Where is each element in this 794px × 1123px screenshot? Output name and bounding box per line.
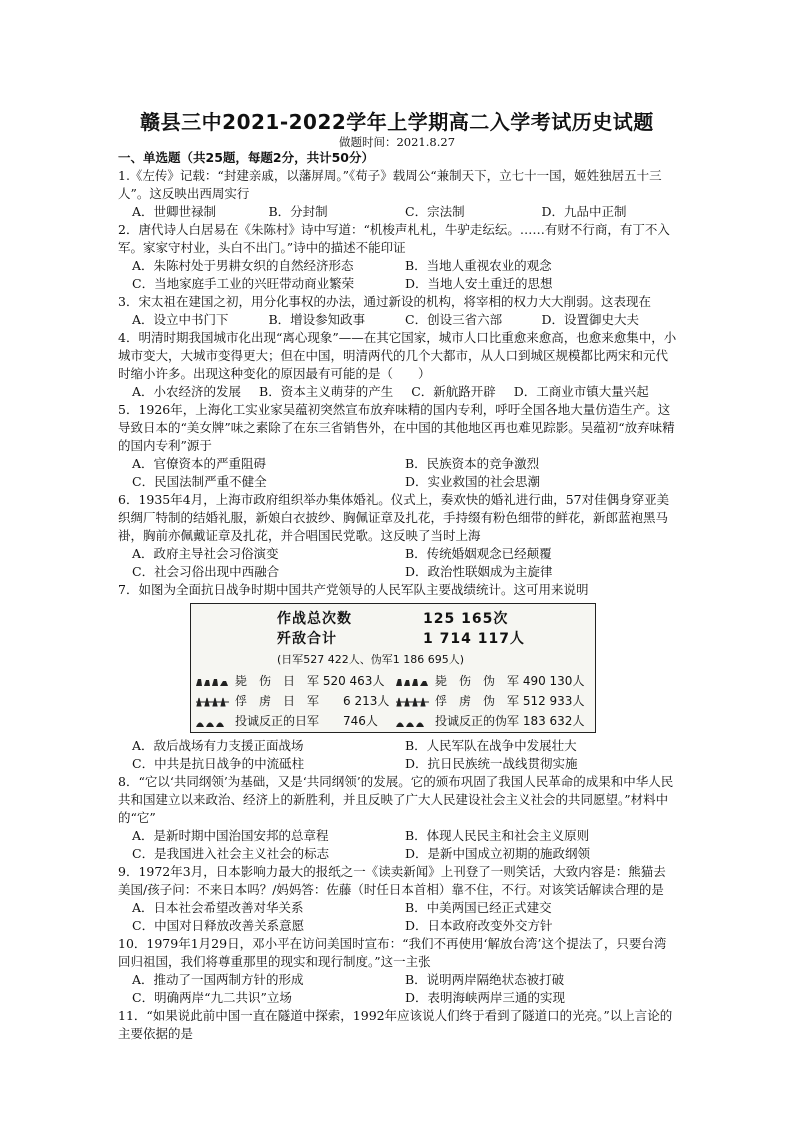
option-d: D．表明海峡两岸三通的实现 xyxy=(405,990,566,1005)
option-a: A．设立中书门下 xyxy=(132,312,229,327)
exam-date: 做题时间：2021.8.27 xyxy=(338,135,456,149)
question-list xyxy=(118,149,678,1043)
fig-breakdown: (日军527 422人、伪军1 186 695人) xyxy=(277,653,465,666)
option-d: D．抗日民族统一战线贯彻实施 xyxy=(405,756,578,771)
option-b: B．民族资本的竞争激烈 xyxy=(405,456,540,471)
fig-total-enemy-value: 1 714 117人 xyxy=(423,631,525,647)
option-d: D．工商业市镇大量兴起 xyxy=(513,384,649,399)
option-c: C．当地家庭手工业的兴旺带动商业繁荣 xyxy=(132,276,355,291)
option-c: C．中国对日释放改善关系意愿 xyxy=(132,918,305,933)
option-a: A．世卿世禄制 xyxy=(132,204,217,219)
option-b: B．当地人重视农业的观念 xyxy=(405,258,552,273)
question-8-options xyxy=(118,827,678,863)
option-d: D．是新中国成立初期的施政纲领 xyxy=(405,846,591,861)
soldiers-icon xyxy=(395,677,431,687)
fig-total-battles-value: 125 165次 xyxy=(423,611,509,627)
option-c: C．社会习俗出现中西融合 xyxy=(132,564,280,579)
question-10-options xyxy=(118,971,678,1007)
fig-total-battles-label: 作战总次数 xyxy=(277,611,352,627)
option-b: B．分封制 xyxy=(268,204,328,219)
option-b: B．增设参知政事 xyxy=(268,312,366,327)
option-a: A．小农经济的发展 xyxy=(132,384,242,399)
option-d: D．当地人安土重迁的思想 xyxy=(405,276,553,291)
battle-statistics-figure xyxy=(190,603,596,733)
question-4-options xyxy=(118,383,678,401)
option-a: A．敌后战场有力支援正面战场 xyxy=(132,738,304,753)
question-7: 7．如图为全面抗日战争时期中国共产党领导的人民军队主要战绩统计。这可用来说明 xyxy=(118,582,589,597)
option-d: D．政治性联姻成为主旋律 xyxy=(405,564,553,579)
section-heading: 一、单选题（共25题，每题2分，共计50分） xyxy=(118,150,374,165)
question-9: 9．1972年3月，日本影响力最大的报纸之一《读卖新闻》上刊登了一则笑话，大致内容是：熊猫去美国/孩子问：不来日本吗？/妈妈答：佐藤（时任日本首相）靠不住，不行。对该笑话解读合理的是 xyxy=(118,864,666,897)
option-c: C．明确两岸“九二共识”立场 xyxy=(132,990,292,1005)
option-b: B．说明两岸隔绝状态被打破 xyxy=(405,972,565,987)
option-c: C．中共是抗日战争的中流砥柱 xyxy=(132,756,305,771)
option-c: C．民国法制严重不健全 xyxy=(132,474,267,489)
fig-japanese-killed: 毙 伤 日 军 520 463人 xyxy=(195,672,384,690)
question-11: 11．“如果说此前中国一直在隧道中探索，1992年应该说人们终于看到了隧道口的光亮。”以上言论的主要依据的是 xyxy=(118,1008,673,1041)
fig-puppet-killed: 毙 伤 伪 军 490 130人 xyxy=(395,672,584,690)
fig-japanese-captured: 俘 虏 日 军 6 213人 xyxy=(195,692,389,710)
fig-puppet-surrendered: 投诚反正的伪军 183 632人 xyxy=(395,712,584,730)
option-c: C．新航路开辟 xyxy=(411,384,496,399)
question-2-options xyxy=(118,257,678,293)
option-c: C．创设三省六部 xyxy=(405,312,503,327)
question-7-options xyxy=(118,737,678,773)
soldiers-icon xyxy=(395,697,431,707)
question-2: 2．唐代诗人白居易在《朱陈村》诗中写道：“机梭声札札，牛驴走纭纭。……有财不行商，有丁不入军。家家守村业，头白不出门。”诗中的描述不能印证 xyxy=(118,222,670,255)
fig-total-enemy-label: 歼敌合计 xyxy=(277,631,337,647)
fig-puppet-captured: 俘 虏 伪 军 512 933人 xyxy=(395,692,584,710)
option-d: D．设置御史大夫 xyxy=(541,312,640,327)
question-3: 3．宋太祖在建国之初，用分化事权的办法，通过新设的机构，将宰相的权力大大削弱。这表现在 xyxy=(118,294,651,309)
question-8: 8．“它以‘共同纲领’为基础，又是‘共同纲领’的发展。它的颁布巩固了我国人民革命的成果和中华人民共和国建立以来政治、经济上的新胜利，并且反映了广大人民建设社会主义社会的共同愿望。”材料中的“它” xyxy=(118,774,674,825)
soldiers-icon xyxy=(395,717,431,727)
question-1-options xyxy=(118,203,678,221)
question-3-options xyxy=(118,311,678,329)
question-4: 4．明清时期我国城市化出现“离心现象”——在其它国家，城市人口比重愈来愈高，也愈来愈集中，小城市变大，大城市变得更大；但在中国，明清两代的几个大都市，从人口到城区规模都比两宋和元代时缩小许多。出现这种变化的原因最有可能的是（ ） xyxy=(118,330,677,381)
question-10: 10．1979年1月29日，邓小平在访问美国时宣布：“我们不再使用‘解放台湾’这个提法了，只要台湾回归祖国，我们将尊重那里的现实和现行制度。”这一主张 xyxy=(118,936,667,969)
question-5-options xyxy=(118,455,678,491)
option-b: B．中美两国已经正式建交 xyxy=(405,900,552,915)
page-title: 赣县三中2021-2022学年上学期高二入学考试历史试题 xyxy=(140,110,654,134)
question-1: 1.《左传》记载：“封建亲戚，以藩屏周。”《荀子》载周公“兼制天下，立七十一国，姬姓独居五十三人”。这反映出西周实行 xyxy=(118,168,662,201)
soldiers-icon xyxy=(195,697,231,707)
option-a: A．官僚资本的严重阻碍 xyxy=(132,456,267,471)
fig-japanese-surrendered: 投诚反正的日军 746人 xyxy=(195,712,378,730)
question-9-options xyxy=(118,899,678,935)
option-a: A．推动了一国两制方针的形成 xyxy=(132,972,304,987)
soldiers-icon xyxy=(195,677,231,687)
option-a: A．日本社会希望改善对华关系 xyxy=(132,900,304,915)
option-d: D．日本政府改变外交方针 xyxy=(405,918,553,933)
option-b: B．传统婚姻观念已经颠覆 xyxy=(405,546,552,561)
question-5: 5．1926年，上海化工实业家吴蕴初突然宣布放弃味精的国内专利，呼吁全国各地大量仿造生产。这导致日本的“美女牌”味之素除了在东三省销售外，在中国的其他地区再也难见踪影。吴蕴初“放弃味精的国内专利”源于 xyxy=(118,402,675,453)
option-d: D．实业救国的社会思潮 xyxy=(405,474,541,489)
soldiers-icon xyxy=(195,717,231,727)
option-a: A．朱陈村处于男耕女织的自然经济形态 xyxy=(132,258,354,273)
option-c: C．是我国进入社会主义社会的标志 xyxy=(132,846,330,861)
option-b: B．体现人民民主和社会主义原则 xyxy=(405,828,590,843)
option-a: A．政府主导社会习俗演变 xyxy=(132,546,279,561)
option-b: B．资本主义萌芽的产生 xyxy=(259,384,394,399)
option-c: C．宗法制 xyxy=(405,204,465,219)
option-d: D．九品中正制 xyxy=(541,204,627,219)
question-6: 6．1935年4月，上海市政府组织举办集体婚礼。仪式上，奏欢快的婚礼进行曲，57对佳偶身穿亚美织绸厂特制的结婚礼服，新娘白衣披纱、胸佩证章及扎花，手持缀有粉色细带的鲜花，新郎蓝袍黑马褂，胸前亦佩戴证章及扎花，并合唱国民党歌。这反映了当时上海 xyxy=(118,492,670,543)
option-b: B．人民军队在战争中发展壮大 xyxy=(405,738,577,753)
option-a: A．是新时期中国治国安邦的总章程 xyxy=(132,828,329,843)
question-6-options xyxy=(118,545,678,581)
